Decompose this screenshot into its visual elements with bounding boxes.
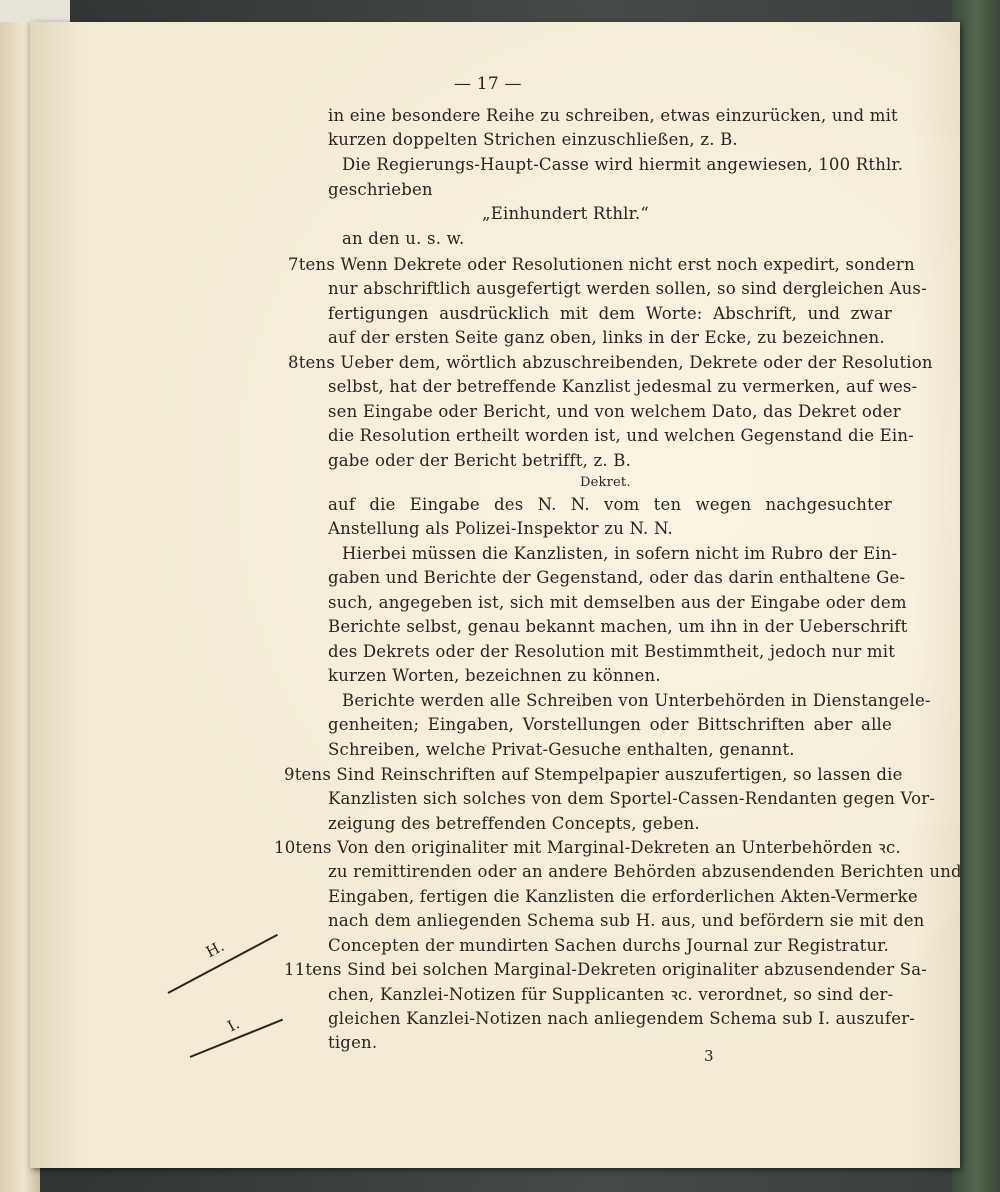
text-line: kurzen Worten, bezeichnen zu können. — [328, 666, 661, 685]
text-line: fertigungen ausdrücklich mit dem Worte: Abschrift, und zwar — [328, 304, 892, 323]
page-number: — 17 — — [454, 74, 522, 94]
text-line: gleichen Kanzlei-Notizen nach anliegendem Schema sub I. auszufer- — [328, 1009, 916, 1028]
text-line: 7tens Wenn Dekrete oder Resolutionen nicht erst noch expedirt, sondern — [288, 255, 915, 274]
text-line: chen, Kanzlei-Notizen für Supplicanten ꝛc. verordnet, so sind der- — [328, 985, 894, 1004]
text-line: zeigung des betreffenden Concepts, geben. — [328, 814, 700, 833]
text-line: gaben und Berichte der Gegenstand, oder das darin enthaltene Ge- — [328, 568, 906, 587]
text-line: Berichte selbst, genau bekannt machen, um ihn in der Ueberschrift — [328, 617, 908, 636]
top-edge-strip — [0, 0, 70, 22]
text-line: die Resolution ertheilt worden ist, und welchen Gegenstand die Ein- — [328, 426, 914, 445]
text-line: 10tens Von den originaliter mit Marginal-Dekreten an Unterbehörden ꝛc. — [274, 838, 901, 857]
text-line: nur abschriftlich ausgefertigt werden sollen, so sind dergleichen Aus- — [328, 279, 927, 298]
text-line: zu remittirenden oder an andere Behörden abzusendenden Berichten und — [328, 862, 962, 881]
text-line: such, angegeben ist, sich mit demselben aus der Eingabe oder dem — [328, 593, 907, 612]
text-line: selbst, hat der betreffende Kanzlist jedesmal zu vermerken, auf wes- — [328, 377, 918, 396]
text-line: 8tens Ueber dem, wörtlich abzuschreibenden, Dekrete oder der Resolution — [288, 353, 933, 372]
text-line: des Dekrets oder der Resolution mit Bestimmtheit, jedoch nur mit — [328, 642, 896, 661]
text-line: „Einhundert Rthlr.“ — [482, 204, 649, 223]
text-line: tigen. — [328, 1033, 378, 1052]
text-line: sen Eingabe oder Bericht, und von welchem Dato, das Dekret oder — [328, 402, 901, 421]
text-line: kurzen doppelten Strichen einzuschließen, z. B. — [328, 130, 738, 149]
text-line: Berichte werden alle Schreiben von Unterbehörden in Dienstangele- — [342, 691, 931, 710]
text-line: 11tens Sind bei solchen Marginal-Dekreten originaliter abzusendender Sa- — [284, 960, 928, 979]
margin-mark-h: H. — [202, 936, 228, 962]
text-line: Eingaben, fertigen die Kanzlisten die erforderlichen Akten-Vermerke — [328, 887, 918, 906]
text-line: Concepten der mundirten Sachen durchs Journal zur Registratur. — [328, 936, 890, 955]
text-line: 9tens Sind Reinschriften auf Stempelpapier auszufertigen, so lassen die — [284, 765, 903, 784]
margin-mark-i: I. — [224, 1014, 243, 1036]
text-line: Kanzlisten sich solches von dem Sportel-Cassen-Rendanten gegen Vor- — [328, 789, 936, 808]
text-line: in eine besondere Reihe zu schreiben, etwas einzurücken, und mit — [328, 106, 898, 125]
text-line: Schreiben, welche Privat-Gesuche enthalten, genannt. — [328, 740, 795, 759]
text-line: an den u. s. w. — [342, 229, 465, 248]
document-page — [30, 22, 960, 1168]
text-line: Die Regierungs-Haupt-Casse wird hiermit angewiesen, 100 Rthlr. — [342, 155, 904, 174]
text-line: nach dem anliegenden Schema sub H. aus, und befördern sie mit den — [328, 911, 925, 930]
text-line: Anstellung als Polizei-Inspektor zu N. N. — [328, 519, 673, 538]
text-line: auf die Eingabe des N. N. vom ten wegen nachgesuchter — [328, 495, 892, 514]
margin-stroke-h — [168, 934, 278, 994]
text-line: auf der ersten Seite ganz oben, links in der Ecke, zu bezeichnen. — [328, 328, 885, 347]
signature-mark: 3 — [704, 1047, 714, 1065]
text-line: geschrieben — [328, 180, 433, 199]
text-line: Hierbei müssen die Kanzlisten, in sofern nicht im Rubro der Ein- — [342, 544, 898, 563]
text-line: gabe oder der Bericht betrifft, z. B. — [328, 451, 632, 470]
text-line: genheiten; Eingaben, Vorstellungen oder Bittschriften aber alle — [328, 715, 892, 734]
text-line: Dekret. — [580, 475, 631, 490]
